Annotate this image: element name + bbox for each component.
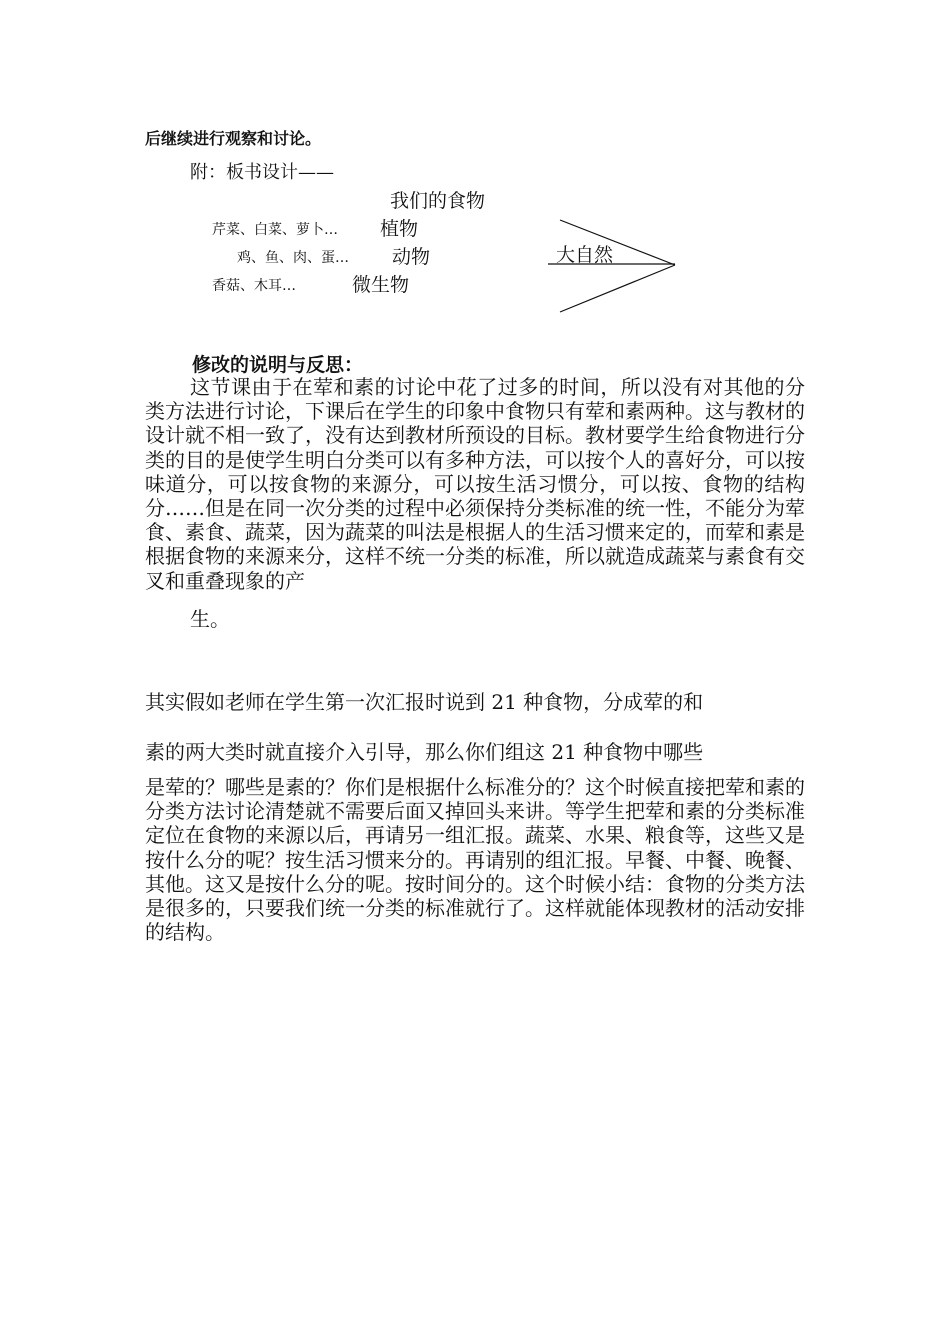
reflection-paragraph-1 — [145, 375, 805, 631]
section-heading: 修改的说明与反思： — [192, 354, 364, 376]
board-source-nature: 大自然 — [556, 244, 614, 266]
board-category-plants: 植物 — [380, 218, 419, 240]
connector-line-plants — [560, 220, 675, 265]
reflection-paragraph-2: 其实假如老师在学生第一次汇报时说到 21 种食物，分成荤的和 — [145, 690, 704, 714]
board-examples-animals: 鸡、鱼、肉、蛋… — [237, 250, 349, 266]
reflection-paragraph-1-text: 这节课由于在荤和素的讨论中花了过多的时间，所以没有对其他的分类方法进行讨论，下课后在学生的印象中食物只有荤和素两种。这与教材的设计就不相一致了，没有达到教材所预设的目标。教材要学生给食物进行分类的目的是使学生明白分类可以有多种方法，可以按个人的喜好分，可以按味道分，可以按食物的来源分，可以按生活习惯分，可以按、食物的结构分……但是在同一次分类的过程中必须保持分类标准的统一性，不能分为荤食、素食、蔬菜，因为蔬菜的叫法是根据人的生活习惯来定的，而荤和素是根据食物的来源来分，这样不统一分类的标准，所以就造成蔬菜与素食有交叉和重叠现象的产 — [145, 375, 805, 593]
board-examples-microbes: 香菇、木耳… — [212, 278, 296, 294]
board-category-microbes: 微生物 — [352, 274, 410, 296]
board-title: 我们的食物 — [390, 190, 486, 212]
reflection-paragraph-3: 素的两大类时就直接介入引导，那么你们组这 21 种食物中哪些 — [145, 740, 704, 764]
board-examples-plants: 芹菜、白菜、萝卜… — [212, 222, 338, 238]
lead-text: 后继续进行观察和讨论。 — [145, 129, 322, 148]
reflection-paragraph-1-end: 生。 — [190, 606, 230, 631]
board-category-animals: 动物 — [392, 246, 431, 268]
connector-line-microbes — [560, 265, 675, 312]
board-connector-lines — [0, 0, 950, 340]
annex-label: 附：板书设计—— — [190, 162, 334, 183]
reflection-paragraph-4: 是荤的？哪些是素的？你们是根据什么标准分的？这个时候直接把荤和素的分类方法讨论清楚就不需要后面又掉回头来讲。等学生把荤和素的分类标准定位在食物的来源以后，再请另一组汇报。蔬菜、水果、粮食等，这些又是按什么分的呢？按生活习惯来分的。再请别的组汇报。早餐、中餐、晚餐、其他。这又是按什么分的呢。按时间分的。这个时候小结：食物的分类方法是很多的，只要我们统一分类的标准就行了。这样就能体现教材的活动安排的结构。 — [145, 775, 805, 945]
